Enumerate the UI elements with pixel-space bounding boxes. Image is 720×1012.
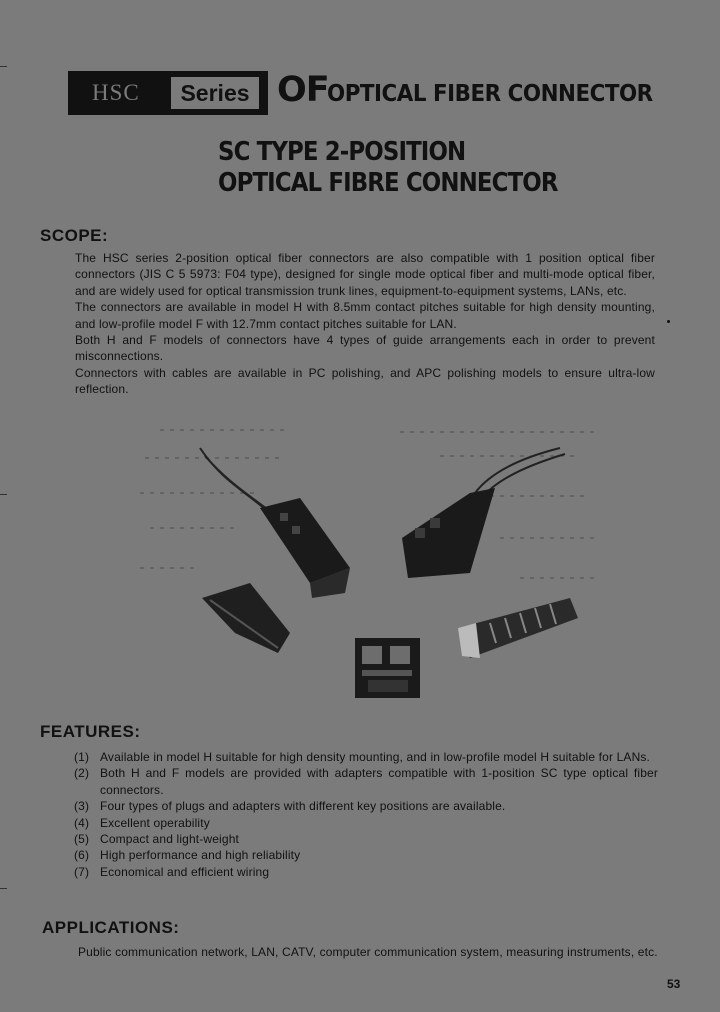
feature-number: (4) — [74, 815, 90, 830]
title-line-2: OPTICAL FIBRE CONNECTOR — [218, 168, 558, 198]
title-line-1: SC TYPE 2-POSITION — [218, 137, 466, 167]
scope-paragraph: Connectors with cables are available in PC polishing, and APC polishing models to ensure ultra-low reflection. — [75, 365, 655, 397]
feature-number: (1) — [74, 750, 90, 764]
header-subtitle: OPTICAL FIBER CONNECTOR — [327, 81, 653, 107]
feature-text: Economical and efficient wiring — [100, 864, 270, 879]
feature-item — [74, 847, 658, 863]
feature-text: Both H and F models are provided with adapters compatible with 1-position SC type optical fiber connectors. — [100, 766, 658, 797]
hsc-label: HSC — [92, 80, 140, 105]
margin-tick — [0, 66, 7, 67]
page-number: 53 — [667, 977, 681, 991]
scope-text — [75, 250, 655, 398]
applications-paragraph: Public communication network, LAN, CATV, computer communication system, measuring instruments, etc. — [78, 945, 658, 959]
connector-plug-small — [202, 583, 290, 653]
feature-text: Available in model H suitable for high density mounting, and in low-profile model H suitable for LANs. — [100, 750, 651, 764]
scope-paragraph: The connectors are available in model H with 8.5mm contact pitches suitable for high density mounting, and low-profile model F with 12.7mm contact pitches suitable for LAN. — [75, 300, 655, 331]
connector-ribbed-plug — [458, 598, 578, 658]
feature-number: (6) — [74, 848, 90, 863]
series-label: Series — [171, 77, 259, 109]
features-heading: FEATURES: — [40, 722, 141, 741]
feature-text: Compact and light-weight — [100, 832, 240, 847]
features-list — [74, 749, 658, 880]
adapter — [355, 638, 420, 698]
scope-paragraph: The HSC series 2-position optical fiber connectors are also compatible with 1 position optical fiber connectors (JIS C 5 5973: F04 type), designed for single mode optical fiber and multi-mode optical fiber, and are widely used for optical transmission trunk lines, equipment-to-equipment systems, LANs, etc. — [75, 251, 655, 298]
applications-text — [78, 944, 658, 960]
feature-number: (3) — [74, 799, 90, 814]
feature-item — [74, 864, 658, 880]
feature-text: High performance and high reliability — [100, 848, 301, 863]
margin-tick — [0, 494, 7, 495]
feature-item — [74, 798, 658, 814]
of-label: OF — [277, 70, 329, 110]
connector-h-model-plug — [260, 498, 350, 598]
feature-text: Four types of plugs and adapters with different key positions are available. — [100, 799, 506, 814]
margin-tick — [0, 888, 7, 889]
feature-text: Excellent operability — [100, 815, 210, 830]
feature-item — [74, 831, 658, 847]
margin-dot — [667, 320, 670, 323]
feature-item — [74, 749, 658, 765]
feature-number: (5) — [74, 832, 90, 847]
feature-item — [74, 815, 658, 831]
scope-heading: SCOPE: — [40, 226, 109, 245]
feature-item — [74, 765, 658, 798]
connector-photo — [140, 418, 600, 718]
connector-f-model-plug — [402, 488, 495, 578]
scope-paragraph: Both H and F models of connectors have 4 types of guide arrangements each in order to prevent misconnections. — [75, 333, 655, 364]
applications-heading: APPLICATIONS: — [42, 918, 180, 937]
feature-number: (7) — [74, 864, 90, 879]
series-banner — [68, 71, 268, 115]
feature-number: (2) — [74, 766, 90, 781]
page-title — [218, 137, 558, 199]
